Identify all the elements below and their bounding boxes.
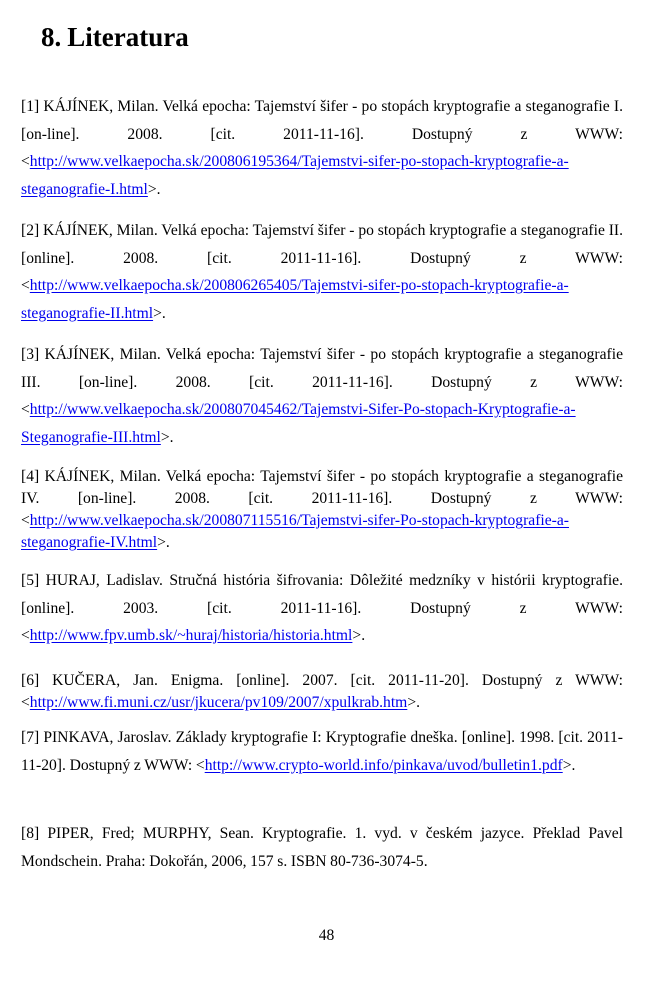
reference-7-after: >. bbox=[562, 756, 576, 774]
reference-5-link[interactable]: http://www.fpv.umb.sk/~huraj/historia/historia.html bbox=[29, 627, 353, 644]
reference-4-link[interactable]: http://www.velkaepocha.sk/200807115516/Tajemstvi-sifer-Po-stopach-kryptografie-a-steganografie-IV.html bbox=[21, 512, 569, 551]
reference-6-link[interactable]: http://www.fi.muni.cz/usr/jkucera/pv109/2007/xpulkrab.htm bbox=[29, 694, 408, 711]
reference-7-text: [7] PINKAVA, Jaroslav. Základy kryptografie I: Kryptografie dneška. [online]. 1998. [cit. 2011-11-20]. Dostupný z WWW: < bbox=[21, 729, 623, 774]
reference-1 bbox=[21, 93, 623, 203]
reference-4-after: >. bbox=[157, 534, 170, 551]
chapter-title: Literatura bbox=[67, 22, 189, 52]
chapter-heading bbox=[41, 19, 189, 55]
reference-8 bbox=[21, 820, 623, 875]
reference-6-after: >. bbox=[407, 694, 421, 711]
reference-8-text: [8] PIPER, Fred; MURPHY, Sean. Kryptografie. 1. vyd. v českém jazyce. Překlad Pavel Mondschein. Praha: Dokořán, 2006, 157 s. ISBN 80-736-3074-5. bbox=[21, 825, 623, 870]
chapter-number: 8. bbox=[41, 22, 62, 52]
reference-2-text: [2] KÁJÍNEK, Milan. Velká epocha: Tajemství šifer - po stopách kryptografie a steganografie II. [online]. 2008. [cit. 2011-11-16]. Dostupný z WWW: < bbox=[21, 222, 623, 294]
reference-3-link[interactable]: http://www.velkaepocha.sk/200807045462/Tajemstvi-Sifer-Po-stopach-Kryptografie-a-Steganografie-III.html bbox=[21, 401, 576, 446]
reference-1-after: >. bbox=[147, 180, 161, 198]
reference-2 bbox=[21, 217, 623, 327]
reference-3-after: >. bbox=[160, 428, 174, 446]
reference-4-text: [4] KÁJÍNEK, Milan. Velká epocha: Tajemství šifer - po stopách kryptografie a steganografie IV. [on-line]. 2008. [cit. 2011-11-16]. Dostupný z WWW: < bbox=[21, 468, 623, 529]
reference-5-text: [5] HURAJ, Ladislav. Stručná história šifrovania: Dôležité medzníky v histórii kryptografie. [online]. 2003. [cit. 2011-11-16]. Dostupný z WWW: < bbox=[21, 572, 623, 644]
reference-5 bbox=[21, 567, 623, 650]
page-number: 48 bbox=[318, 927, 335, 944]
reference-1-text: [1] KÁJÍNEK, Milan. Velká epocha: Tajemství šifer - po stopách kryptografie a steganografie I. [on-line]. 2008. [cit. 2011-11-16]. Dostupný z WWW: < bbox=[21, 98, 623, 170]
reference-6-text: [6] KUČERA, Jan. Enigma. [online]. 2007. [cit. 2011-11-20]. Dostupný z WWW: < bbox=[21, 672, 623, 711]
reference-1-link[interactable]: http://www.velkaepocha.sk/200806195364/Tajemstvi-sifer-po-stopach-kryptografie-a-steganografie-I.html bbox=[21, 153, 569, 198]
reference-3 bbox=[21, 341, 623, 451]
reference-3-text: [3] KÁJÍNEK, Milan. Velká epocha: Tajemství šifer - po stopách kryptografie a steganografie III. [on-line]. 2008. [cit. 2011-11-16]. Dostupný z WWW: < bbox=[21, 346, 623, 418]
reference-2-after: >. bbox=[153, 304, 166, 322]
reference-2-link[interactable]: http://www.velkaepocha.sk/200806265405/Tajemstvi-sifer-po-stopach-kryptografie-a-steganografie-II.html bbox=[21, 277, 569, 322]
reference-7-link[interactable]: http://www.crypto-world.info/pinkava/uvod/bulletin1.pdf bbox=[204, 756, 563, 774]
reference-6 bbox=[21, 670, 623, 714]
reference-5-after: >. bbox=[352, 627, 366, 644]
reference-4 bbox=[21, 466, 623, 554]
reference-7 bbox=[21, 724, 623, 779]
